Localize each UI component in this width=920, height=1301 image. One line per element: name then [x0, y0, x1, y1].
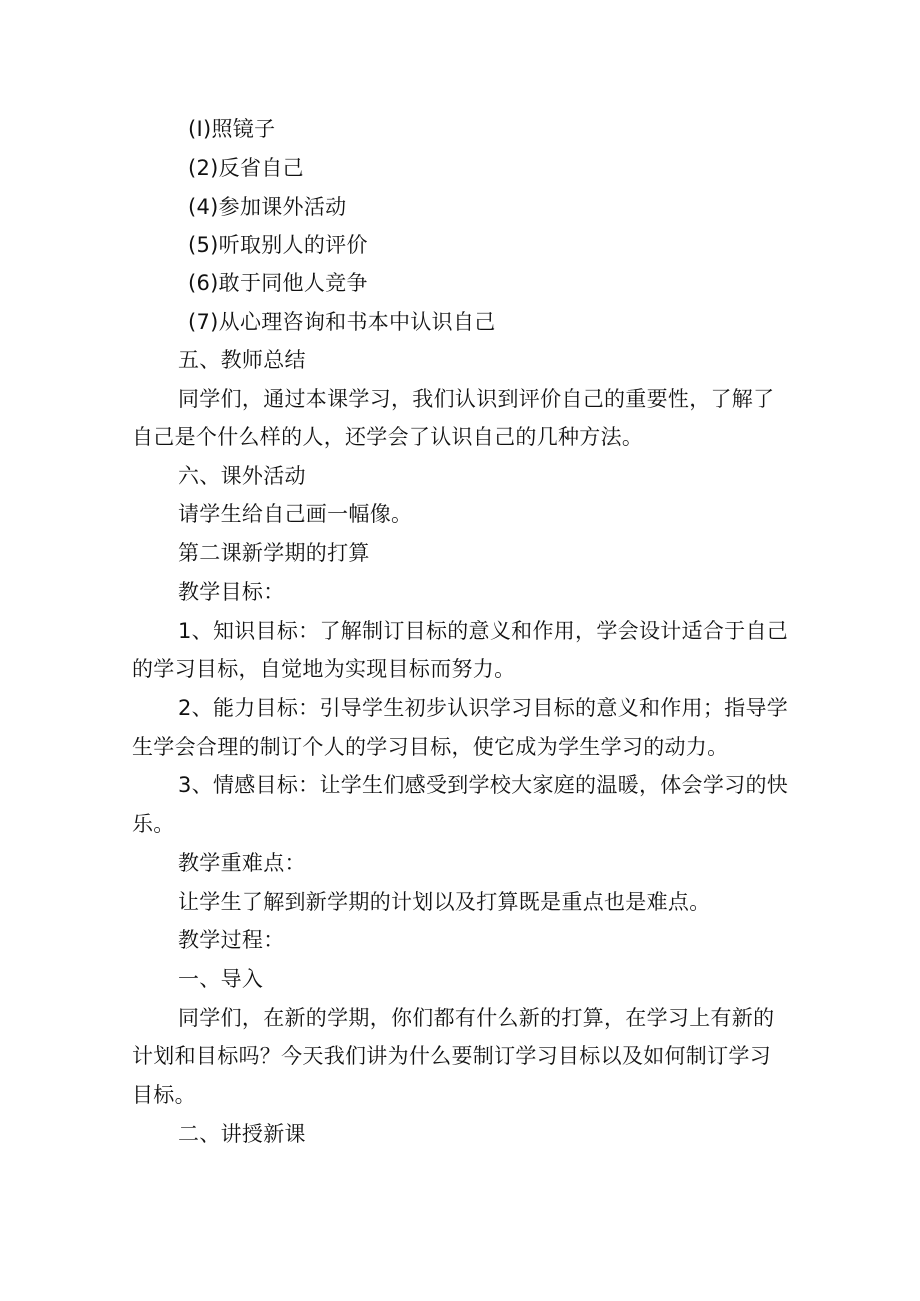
paragraph-line: 目标。: [132, 1083, 196, 1107]
section-heading-objectives: 教学目标：: [178, 580, 285, 604]
paragraph-line: 乐。: [132, 812, 175, 836]
section-heading-teacher-summary: 五、教师总结: [178, 348, 306, 372]
section-heading-new-lesson: 二、讲授新课: [178, 1122, 306, 1146]
paragraph-line: 让学生了解到新学期的计划以及打算既是重点也是难点。: [178, 890, 711, 914]
section-heading-key-points: 教学重难点：: [178, 851, 306, 875]
list-item-5: (5)听取别人的评价: [188, 233, 368, 257]
lesson-title: 第二课新学期的打算: [178, 541, 370, 565]
list-item-6: (6)敢于同他人竞争: [188, 271, 368, 295]
section-heading-process: 教学过程：: [178, 928, 285, 952]
list-item-4: (4)参加课外活动: [188, 195, 347, 219]
paragraph-line: 的学习目标，自觉地为实现目标而努力。: [132, 657, 516, 681]
list-item-1: (I)照镜子: [188, 117, 276, 141]
section-heading-intro: 一、导入: [178, 967, 264, 991]
paragraph-line: 3、情感目标：让学生们感受到学校大家庭的温暖，体会学习的快: [178, 773, 789, 797]
list-item-7: (7)从心理咨询和书本中认识自己: [188, 310, 496, 334]
section-heading-activities: 六、课外活动: [178, 464, 306, 488]
paragraph-line: 1、知识目标：了解制订目标的意义和作用，学会设计适合于自己: [178, 619, 789, 643]
paragraph-line: 计划和目标吗？今天我们讲为什么要制订学习目标以及如何制订学习: [132, 1044, 771, 1068]
paragraph-line: 同学们，在新的学期，你们都有什么新的打算，在学习上有新的: [178, 1006, 775, 1030]
paragraph-line: 生学会合理的制订个人的学习目标，使它成为学生学习的动力。: [132, 735, 729, 759]
paragraph-line: 2、能力目标：引导学生初步认识学习目标的意义和作用；指导学: [178, 696, 789, 720]
list-item-2: (2)反省自己: [188, 156, 304, 180]
paragraph-line: 自己是个什么样的人，还学会了认识自己的几种方法。: [132, 425, 644, 449]
paragraph-line: 请学生给自己画一幅像。: [178, 502, 413, 526]
paragraph-line: 同学们，通过本课学习，我们认识到评价自己的重要性，了解了: [178, 387, 775, 411]
